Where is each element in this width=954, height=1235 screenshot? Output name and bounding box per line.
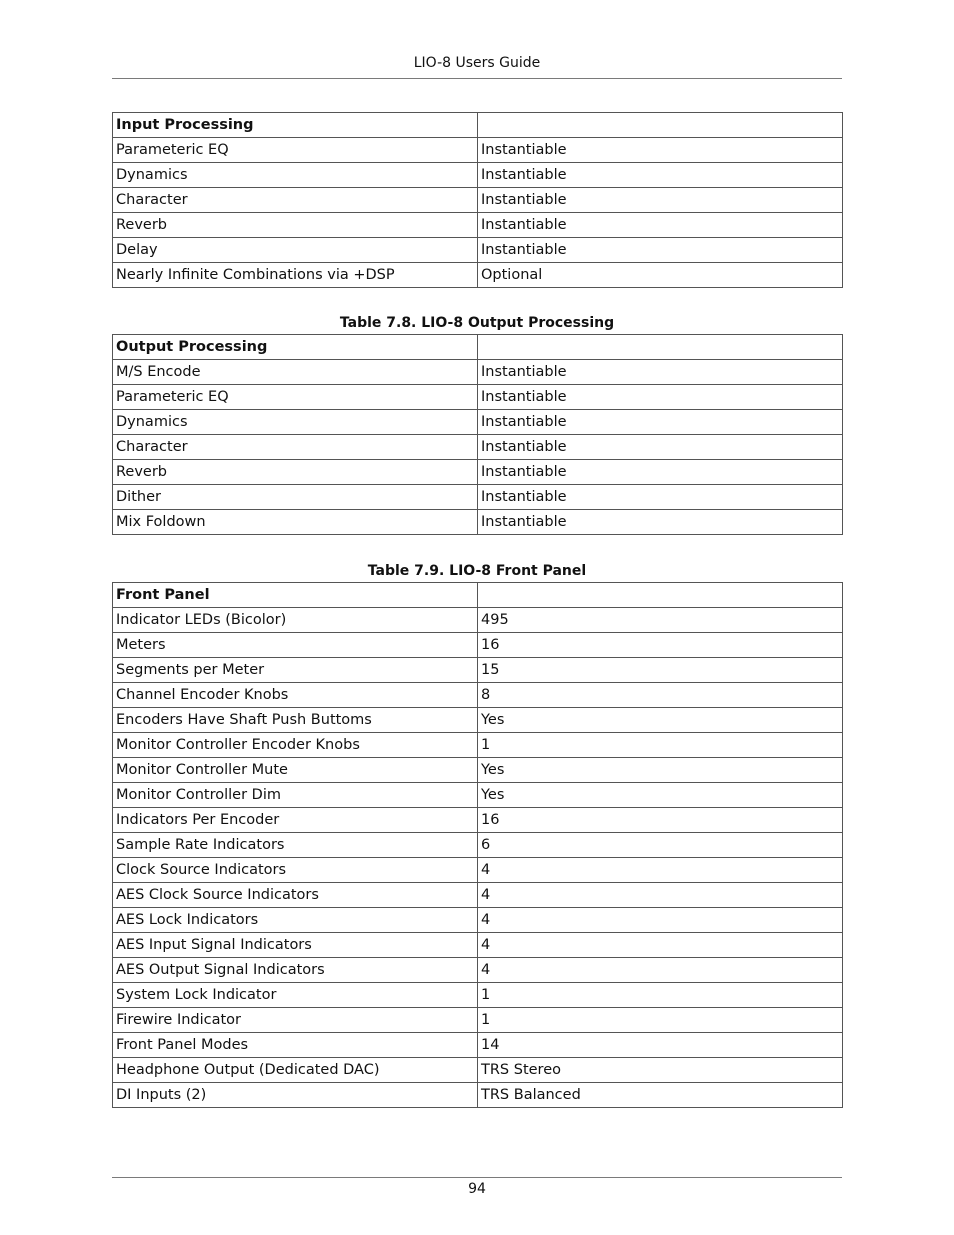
table-row — [113, 360, 843, 385]
table-cell-label: Character — [113, 188, 478, 213]
table-cell-value: 4 — [478, 908, 843, 933]
table-row — [113, 808, 843, 833]
table-cell-value: Instantiable — [478, 360, 843, 385]
table-cell-value: 8 — [478, 683, 843, 708]
table-header-row — [113, 583, 843, 608]
table-row — [113, 633, 843, 658]
table-cell-label: Reverb — [113, 213, 478, 238]
table-cell-label: Segments per Meter — [113, 658, 478, 683]
table-row — [113, 858, 843, 883]
header-rule — [112, 78, 842, 79]
table-header-cell — [478, 583, 843, 608]
table-cell-label: Dynamics — [113, 163, 478, 188]
table-row — [113, 908, 843, 933]
table-row — [113, 783, 843, 808]
table-cell-label: Parameteric EQ — [113, 138, 478, 163]
table-row — [113, 708, 843, 733]
table-row — [113, 188, 843, 213]
table-cell-label: Monitor Controller Encoder Knobs — [113, 733, 478, 758]
table-cell-label: Indicators Per Encoder — [113, 808, 478, 833]
table-header-row — [113, 113, 843, 138]
table-cell-value: Instantiable — [478, 485, 843, 510]
table-cell-value: 16 — [478, 633, 843, 658]
table-cell-label: Nearly Infinite Combinations via +DSP — [113, 263, 478, 288]
table-cell-label: Encoders Have Shaft Push Buttoms — [113, 708, 478, 733]
table-cell-value: 16 — [478, 808, 843, 833]
table-cell-label: AES Input Signal Indicators — [113, 933, 478, 958]
table-cell-label: Meters — [113, 633, 478, 658]
table-cell-value: Instantiable — [478, 460, 843, 485]
running-header: LIO-8 Users Guide — [413, 55, 541, 71]
table-cell-label: AES Output Signal Indicators — [113, 958, 478, 983]
table-cell-label: Sample Rate Indicators — [113, 833, 478, 858]
table-header-cell: Output Processing — [113, 335, 478, 360]
input-processing-table-body — [113, 113, 843, 288]
table-row — [113, 983, 843, 1008]
table-row — [113, 658, 843, 683]
table-header-row — [113, 335, 843, 360]
table-cell-value: 495 — [478, 608, 843, 633]
table-row — [113, 460, 843, 485]
input-processing-table — [112, 112, 843, 288]
table-cell-value: 4 — [478, 883, 843, 908]
table-cell-value: Instantiable — [478, 435, 843, 460]
footer-rule — [112, 1177, 842, 1178]
table-cell-value: Instantiable — [478, 213, 843, 238]
table-cell-label: AES Clock Source Indicators — [113, 883, 478, 908]
table-row — [113, 510, 843, 535]
table-cell-value: TRS Balanced — [478, 1083, 843, 1108]
table-caption-output-processing: Table 7.8. LIO-8 Output Processing — [339, 315, 615, 331]
table-cell-value: 1 — [478, 983, 843, 1008]
table-cell-label: Front Panel Modes — [113, 1033, 478, 1058]
table-row — [113, 758, 843, 783]
table-cell-label: AES Lock Indicators — [113, 908, 478, 933]
table-cell-value: TRS Stereo — [478, 1058, 843, 1083]
table-cell-label: Headphone Output (Dedicated DAC) — [113, 1058, 478, 1083]
table-cell-value: 14 — [478, 1033, 843, 1058]
table-cell-value: Yes — [478, 758, 843, 783]
table-row — [113, 163, 843, 188]
table-cell-label: Delay — [113, 238, 478, 263]
table-cell-value: Yes — [478, 783, 843, 808]
table-cell-value: Instantiable — [478, 138, 843, 163]
table-cell-label: Monitor Controller Mute — [113, 758, 478, 783]
table-cell-label: Indicator LEDs (Bicolor) — [113, 608, 478, 633]
output-processing-table — [112, 334, 843, 535]
table-cell-value: Instantiable — [478, 188, 843, 213]
table-header-cell — [478, 113, 843, 138]
table-row — [113, 883, 843, 908]
table-cell-label: Dynamics — [113, 410, 478, 435]
table-row — [113, 608, 843, 633]
table-row — [113, 385, 843, 410]
table-cell-label: Parameteric EQ — [113, 385, 478, 410]
table-row — [113, 1083, 843, 1108]
output-processing-table-body — [113, 335, 843, 535]
table-cell-value: Yes — [478, 708, 843, 733]
table-caption-front-panel: Table 7.9. LIO-8 Front Panel — [367, 563, 587, 579]
table-row — [113, 138, 843, 163]
table-header-cell: Front Panel — [113, 583, 478, 608]
table-cell-value: 4 — [478, 933, 843, 958]
table-cell-value: 15 — [478, 658, 843, 683]
table-row — [113, 1058, 843, 1083]
table-cell-value: 4 — [478, 958, 843, 983]
table-cell-value: Instantiable — [478, 510, 843, 535]
table-header-cell: Input Processing — [113, 113, 478, 138]
table-cell-value: 4 — [478, 858, 843, 883]
table-cell-label: Clock Source Indicators — [113, 858, 478, 883]
front-panel-table — [112, 582, 843, 1108]
table-row — [113, 435, 843, 460]
page-number: 94 — [468, 1181, 486, 1197]
table-row — [113, 213, 843, 238]
table-row — [113, 683, 843, 708]
table-row — [113, 1008, 843, 1033]
table-cell-label: System Lock Indicator — [113, 983, 478, 1008]
table-row — [113, 733, 843, 758]
front-panel-table-body — [113, 583, 843, 1108]
table-row — [113, 933, 843, 958]
table-row — [113, 485, 843, 510]
table-cell-value: Instantiable — [478, 410, 843, 435]
table-cell-value: Optional — [478, 263, 843, 288]
table-cell-value: Instantiable — [478, 238, 843, 263]
table-cell-value: Instantiable — [478, 163, 843, 188]
table-row — [113, 263, 843, 288]
table-cell-label: Monitor Controller Dim — [113, 783, 478, 808]
table-header-cell — [478, 335, 843, 360]
table-row — [113, 410, 843, 435]
table-row — [113, 958, 843, 983]
table-cell-label: M/S Encode — [113, 360, 478, 385]
table-cell-label: Reverb — [113, 460, 478, 485]
table-cell-label: Character — [113, 435, 478, 460]
table-cell-label: DI Inputs (2) — [113, 1083, 478, 1108]
table-cell-label: Dither — [113, 485, 478, 510]
table-cell-label: Channel Encoder Knobs — [113, 683, 478, 708]
table-cell-value: 6 — [478, 833, 843, 858]
table-row — [113, 1033, 843, 1058]
table-cell-value: 1 — [478, 1008, 843, 1033]
table-cell-value: Instantiable — [478, 385, 843, 410]
table-cell-label: Mix Foldown — [113, 510, 478, 535]
table-cell-label: Firewire Indicator — [113, 1008, 478, 1033]
table-row — [113, 238, 843, 263]
table-cell-value: 1 — [478, 733, 843, 758]
table-row — [113, 833, 843, 858]
